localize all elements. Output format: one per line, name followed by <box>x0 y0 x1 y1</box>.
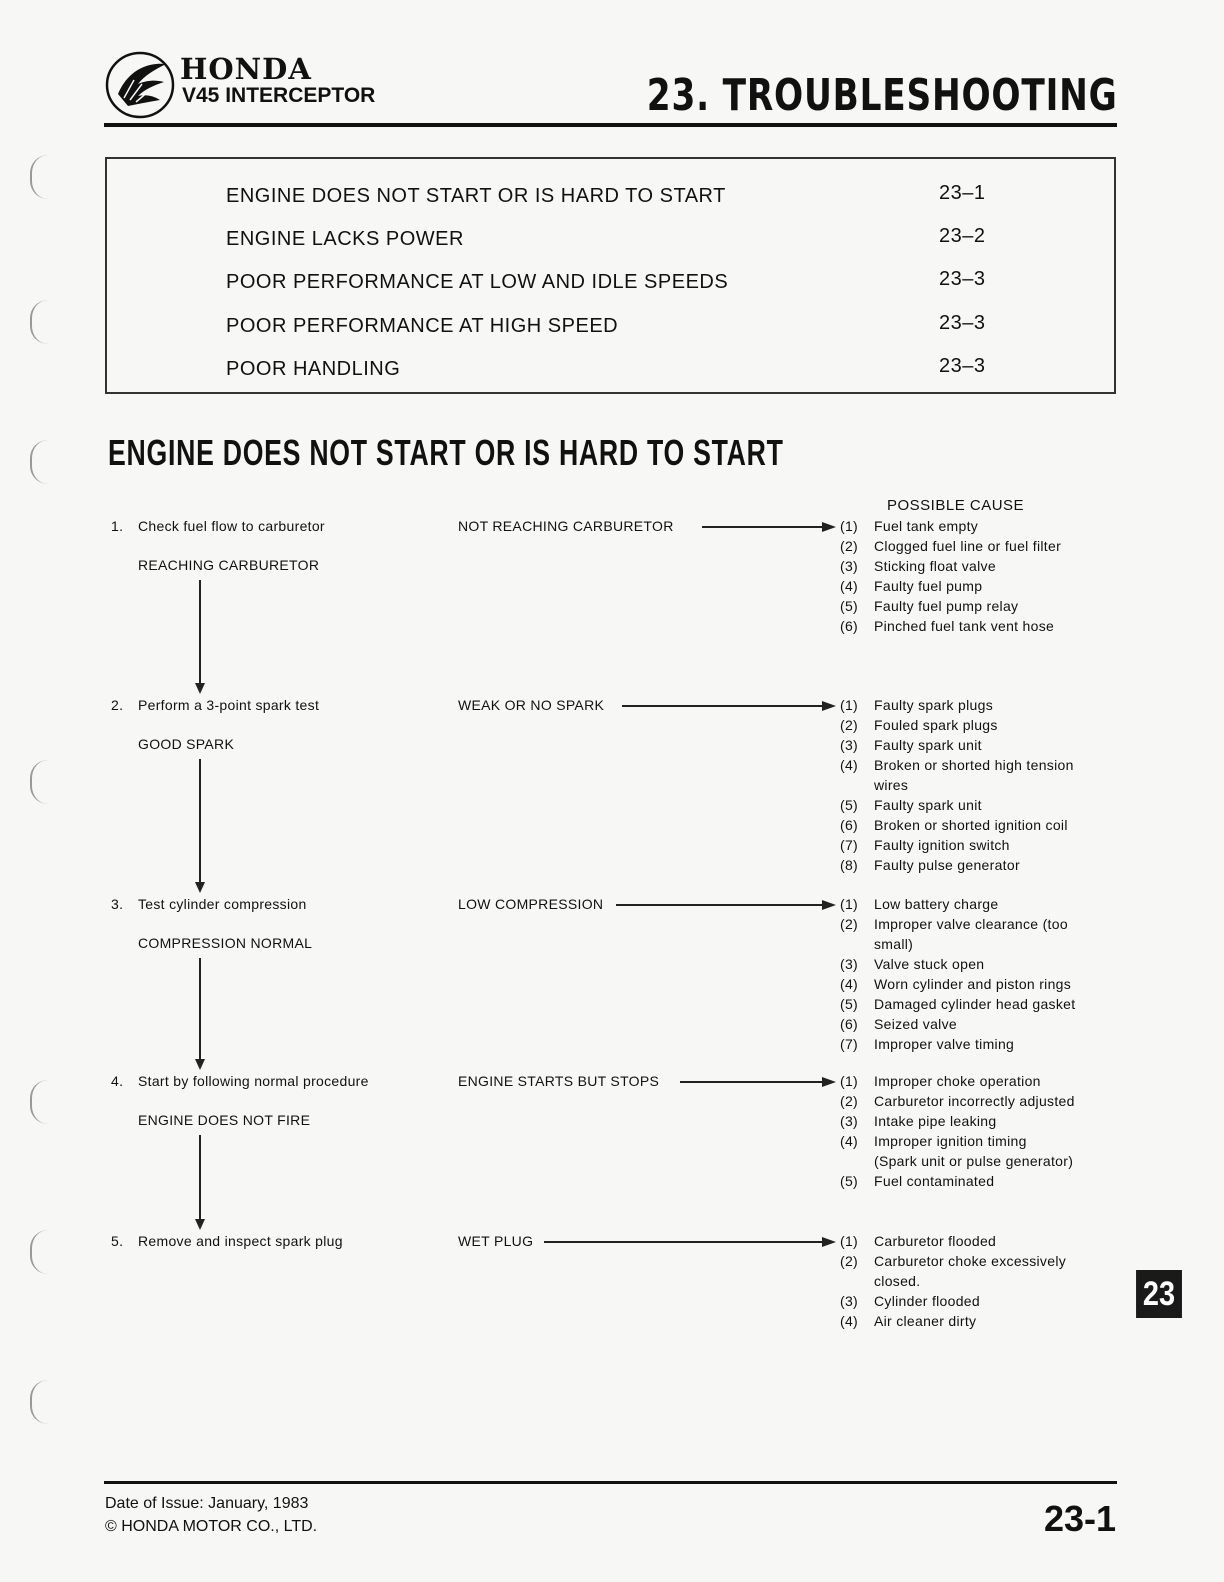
cause-text: Improper choke operation <box>874 1073 1041 1089</box>
step-number: 4. <box>111 1073 124 1089</box>
contents-item-title: POOR PERFORMANCE AT HIGH SPEED <box>226 315 619 337</box>
possible-cause-heading: POSSIBLE CAUSE <box>887 497 1025 514</box>
cause-number: (6) <box>840 1016 859 1032</box>
step-ok-result: COMPRESSION NORMAL <box>138 935 313 951</box>
contents-item-title: ENGINE DOES NOT START OR IS HARD TO START <box>226 185 726 207</box>
step-number: 1. <box>111 518 124 534</box>
contents-item-title: POOR PERFORMANCE AT LOW AND IDLE SPEEDS <box>226 271 729 293</box>
flow-arrow-head <box>195 1219 205 1230</box>
cause-number: (1) <box>840 896 859 912</box>
cause-number: (5) <box>840 797 859 813</box>
binder-hole <box>30 440 58 484</box>
cause-number: (7) <box>840 1036 859 1052</box>
fault-arrow-head <box>822 1237 836 1247</box>
cause-text: Worn cylinder and piston rings <box>874 976 1072 992</box>
cause-text: Improper valve timing <box>874 1036 1015 1052</box>
footer-rule <box>104 1481 1117 1484</box>
step-ok-result: REACHING CARBURETOR <box>138 557 320 573</box>
cause-text: Carburetor choke excessively <box>874 1253 1067 1269</box>
step-action: Test cylinder compression <box>138 896 307 912</box>
binder-hole <box>30 1080 58 1124</box>
contents-item-page: 23–1 <box>939 182 986 204</box>
chapter-tab[interactable]: 23 <box>1136 1270 1182 1318</box>
cause-number: (3) <box>840 558 859 574</box>
cause-number: (4) <box>840 578 859 594</box>
step-number: 3. <box>111 896 124 912</box>
step-action: Perform a 3-point spark test <box>138 697 320 713</box>
cause-text: Carburetor flooded <box>874 1233 997 1249</box>
cause-text: (Spark unit or pulse generator) <box>874 1153 1074 1169</box>
cause-number: (4) <box>840 757 859 773</box>
cause-text: Broken or shorted ignition coil <box>874 817 1068 833</box>
copyright: © HONDA MOTOR CO., LTD. <box>105 1518 318 1535</box>
page-number: 23-1 <box>1043 1498 1116 1539</box>
fault-condition: LOW COMPRESSION <box>458 896 604 912</box>
flow-arrow-line <box>199 580 201 683</box>
cause-text: Cylinder flooded <box>874 1293 980 1309</box>
binder-hole <box>30 760 58 804</box>
step-action: Remove and inspect spark plug <box>138 1233 343 1249</box>
step-ok-result: ENGINE DOES NOT FIRE <box>138 1112 311 1128</box>
cause-number: (2) <box>840 916 859 932</box>
cause-text: Faulty fuel pump <box>874 578 983 594</box>
contents-item-title: ENGINE LACKS POWER <box>226 228 464 250</box>
cause-number: (2) <box>840 1093 859 1109</box>
contents-item-title: POOR HANDLING <box>226 358 401 380</box>
step-number: 5. <box>111 1233 124 1249</box>
binder-hole <box>30 1230 58 1274</box>
contents-item-page: 23–2 <box>939 225 986 247</box>
binder-hole <box>30 1380 58 1424</box>
fault-arrow-head <box>822 701 836 711</box>
cause-number: (6) <box>840 618 859 634</box>
flow-arrow-line <box>199 958 201 1059</box>
cause-number: (2) <box>840 717 859 733</box>
flow-arrow-head <box>195 683 205 694</box>
fault-arrow-line <box>622 705 822 707</box>
cause-text: Damaged cylinder head gasket <box>874 996 1076 1012</box>
fault-arrow-line <box>680 1081 822 1083</box>
honda-wing-logo <box>104 50 176 120</box>
cause-text: Air cleaner dirty <box>874 1313 977 1329</box>
cause-number: (1) <box>840 518 859 534</box>
contents-item-page: 23–3 <box>939 268 986 290</box>
cause-number: (4) <box>840 1313 859 1329</box>
step-action: Check fuel flow to carburetor <box>138 518 325 534</box>
step-ok-result: GOOD SPARK <box>138 736 235 752</box>
cause-number: (5) <box>840 598 859 614</box>
brand-name: HONDA <box>180 52 312 86</box>
cause-text: Faulty pulse generator <box>874 857 1020 873</box>
cause-text: Improper valve clearance (too <box>874 916 1068 932</box>
contents-item[interactable] <box>226 268 1106 294</box>
cause-text: Intake pipe leaking <box>874 1113 997 1129</box>
cause-text: Broken or shorted high tension <box>874 757 1074 773</box>
cause-text: Seized valve <box>874 1016 957 1032</box>
cause-text: Faulty spark plugs <box>874 697 994 713</box>
cause-text: Improper ignition timing <box>874 1133 1027 1149</box>
cause-number: (6) <box>840 817 859 833</box>
binder-hole <box>30 155 58 199</box>
fault-arrow-line <box>616 904 822 906</box>
fault-arrow-head <box>822 1077 836 1087</box>
cause-text: wires <box>874 777 909 793</box>
section-title: ENGINE DOES NOT START OR IS HARD TO START <box>108 432 784 473</box>
cause-number: (4) <box>840 1133 859 1149</box>
fault-arrow-line <box>702 526 822 528</box>
cause-number: (2) <box>840 1253 859 1269</box>
fault-arrow-head <box>822 900 836 910</box>
issue-date: Date of Issue: January, 1983 <box>105 1495 309 1512</box>
contents-item-page: 23–3 <box>939 312 986 334</box>
cause-text: Pinched fuel tank vent hose <box>874 618 1055 634</box>
cause-text: Fuel tank empty <box>874 518 979 534</box>
cause-number: (1) <box>840 1073 859 1089</box>
header-rule <box>104 123 1117 127</box>
fault-arrow-line <box>544 1241 822 1243</box>
cause-number: (1) <box>840 697 859 713</box>
cause-number: (8) <box>840 857 859 873</box>
cause-text: Faulty ignition switch <box>874 837 1010 853</box>
cause-number: (1) <box>840 1233 859 1249</box>
cause-number: (3) <box>840 1293 859 1309</box>
cause-number: (4) <box>840 976 859 992</box>
cause-text: Carburetor incorrectly adjusted <box>874 1093 1075 1109</box>
contents-item[interactable] <box>226 355 1106 381</box>
fault-condition: NOT REACHING CARBURETOR <box>458 518 674 534</box>
cause-number: (5) <box>840 1173 859 1189</box>
cause-text: small) <box>874 936 914 952</box>
flow-arrow-line <box>199 1135 201 1219</box>
fault-arrow-head <box>822 522 836 532</box>
cause-number: (3) <box>840 737 859 753</box>
step-action: Start by following normal procedure <box>138 1073 369 1089</box>
chapter-title: 23. TROUBLESHOOTING <box>647 70 1118 121</box>
contents-item[interactable] <box>226 225 1106 251</box>
cause-text: Low battery charge <box>874 896 999 912</box>
cause-number: (3) <box>840 956 859 972</box>
cause-number: (5) <box>840 996 859 1012</box>
cause-number: (2) <box>840 538 859 554</box>
cause-text: Faulty spark unit <box>874 737 982 753</box>
flow-arrow-head <box>195 882 205 893</box>
binder-hole <box>30 300 58 344</box>
fault-condition: WEAK OR NO SPARK <box>458 697 605 713</box>
flow-arrow-head <box>195 1059 205 1070</box>
step-number: 2. <box>111 697 124 713</box>
flow-arrow-line <box>199 759 201 882</box>
fault-condition: ENGINE STARTS BUT STOPS <box>458 1073 660 1089</box>
cause-number: (7) <box>840 837 859 853</box>
model-name: V45 INTERCEPTOR <box>182 84 376 107</box>
cause-text: Faulty spark unit <box>874 797 982 813</box>
cause-text: Fuel contaminated <box>874 1173 995 1189</box>
contents-item[interactable] <box>226 182 1106 208</box>
contents-box <box>105 157 1116 394</box>
cause-text: closed. <box>874 1273 921 1289</box>
cause-text: Valve stuck open <box>874 956 985 972</box>
fault-condition: WET PLUG <box>458 1233 534 1249</box>
cause-number: (3) <box>840 1113 859 1129</box>
cause-text: Sticking float valve <box>874 558 996 574</box>
cause-text: Fouled spark plugs <box>874 717 998 733</box>
contents-item-page: 23–3 <box>939 355 986 377</box>
cause-text: Clogged fuel line or fuel filter <box>874 538 1062 554</box>
contents-item[interactable] <box>226 312 1106 338</box>
cause-text: Faulty fuel pump relay <box>874 598 1019 614</box>
